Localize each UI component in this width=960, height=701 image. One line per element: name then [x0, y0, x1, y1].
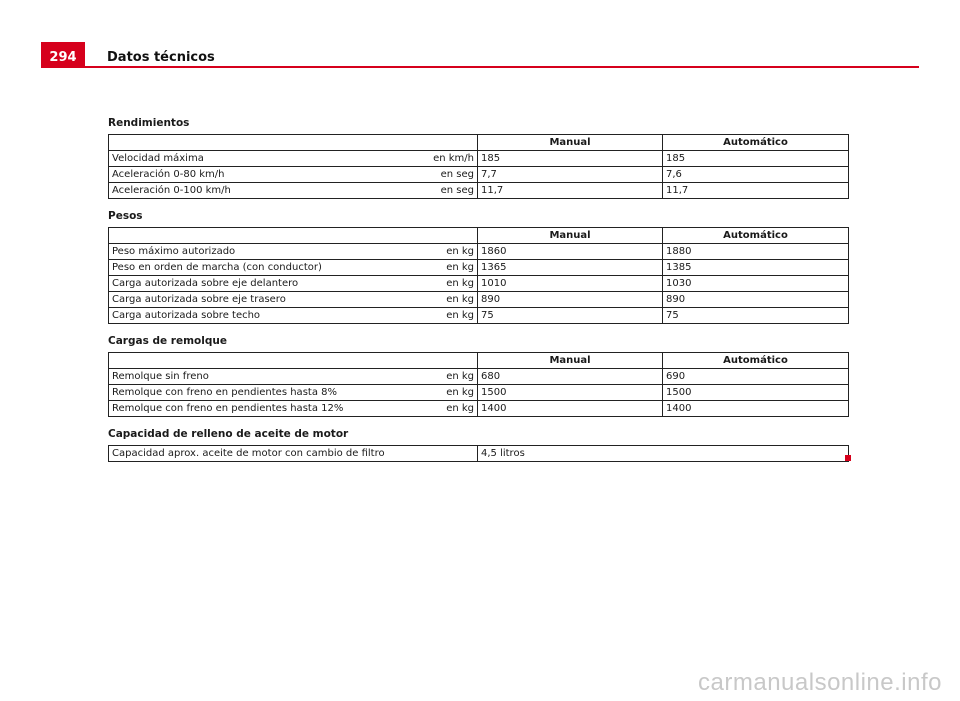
row-unit: en kg — [446, 262, 474, 273]
value-oil-capacity: 4,5 litros — [478, 446, 849, 462]
column-header-auto: Automático — [663, 353, 849, 369]
value-auto: 690 — [663, 369, 849, 385]
value-auto: 7,6 — [663, 167, 849, 183]
value-manual: 1365 — [478, 260, 663, 276]
value-manual: 1400 — [478, 401, 663, 417]
table-remolque — [108, 352, 849, 417]
table-row — [109, 260, 849, 276]
table-row — [109, 401, 849, 417]
row-label-cell — [109, 369, 478, 385]
value-auto: 890 — [663, 292, 849, 308]
table-row — [109, 308, 849, 324]
row-label-cell — [109, 385, 478, 401]
page-number: 294 — [41, 42, 85, 66]
row-label: Aceleración 0-100 km/h — [112, 185, 231, 196]
section-end-marker — [845, 455, 851, 461]
row-label-cell — [109, 260, 478, 276]
value-manual: 1500 — [478, 385, 663, 401]
row-label: Peso en orden de marcha (con conductor) — [112, 262, 322, 273]
section-heading-pesos: Pesos — [108, 210, 143, 222]
spec-content — [108, 114, 848, 462]
row-label: Aceleración 0-80 km/h — [112, 169, 225, 180]
row-unit: en kg — [446, 278, 474, 289]
column-header-manual: Manual — [478, 135, 663, 151]
header-rule — [41, 66, 919, 68]
row-label: Remolque con freno en pendientes hasta 8% — [112, 387, 337, 398]
row-label: Velocidad máxima — [112, 153, 204, 164]
section-heading-rendimientos: Rendimientos — [108, 117, 190, 129]
page-title: Datos técnicos — [107, 50, 215, 65]
row-unit: en km/h — [433, 153, 474, 164]
value-manual: 75 — [478, 308, 663, 324]
section-heading-aceite: Capacidad de relleno de aceite de motor — [108, 428, 349, 440]
row-label: Carga autorizada sobre eje trasero — [112, 294, 286, 305]
value-auto: 185 — [663, 151, 849, 167]
value-auto: 11,7 — [663, 183, 849, 199]
table-pesos — [108, 227, 849, 324]
table-row — [109, 446, 849, 462]
empty-header-cell — [109, 353, 478, 369]
row-unit: en kg — [446, 387, 474, 398]
table-row — [109, 244, 849, 260]
row-label: Capacidad aprox. aceite de motor con cambio de filtro — [109, 446, 478, 462]
empty-header-cell — [109, 135, 478, 151]
row-label-cell — [109, 151, 478, 167]
row-unit: en kg — [446, 403, 474, 414]
row-unit: en seg — [440, 185, 474, 196]
row-label-cell — [109, 244, 478, 260]
table-row — [109, 385, 849, 401]
column-header-manual: Manual — [478, 353, 663, 369]
value-manual: 11,7 — [478, 183, 663, 199]
table-row — [109, 369, 849, 385]
table-row — [109, 276, 849, 292]
watermark: carmanualsonline.info — [698, 669, 942, 696]
row-label-cell — [109, 183, 478, 199]
table-row — [109, 292, 849, 308]
row-label: Remolque con freno en pendientes hasta 12% — [112, 403, 344, 414]
row-unit: en seg — [440, 169, 474, 180]
column-header-auto: Automático — [663, 228, 849, 244]
value-auto: 75 — [663, 308, 849, 324]
value-manual: 890 — [478, 292, 663, 308]
row-label-cell — [109, 167, 478, 183]
row-label: Carga autorizada sobre techo — [112, 310, 261, 321]
table-row — [109, 183, 849, 199]
value-auto: 1400 — [663, 401, 849, 417]
row-unit: en kg — [446, 294, 474, 305]
table-rendimientos — [108, 134, 849, 199]
value-auto: 1500 — [663, 385, 849, 401]
table-row — [109, 151, 849, 167]
value-manual: 7,7 — [478, 167, 663, 183]
empty-header-cell — [109, 228, 478, 244]
value-manual: 1010 — [478, 276, 663, 292]
row-label: Remolque sin freno — [112, 371, 209, 382]
value-auto: 1880 — [663, 244, 849, 260]
value-auto: 1030 — [663, 276, 849, 292]
row-label-cell — [109, 276, 478, 292]
table-header-row — [109, 135, 849, 151]
row-label-cell — [109, 308, 478, 324]
row-label-cell — [109, 292, 478, 308]
row-unit: en kg — [446, 310, 474, 321]
section-heading-remolque: Cargas de remolque — [108, 335, 227, 347]
row-label: Peso máximo autorizado — [112, 246, 236, 257]
row-unit: en kg — [446, 246, 474, 257]
table-header-row — [109, 353, 849, 369]
value-manual: 185 — [478, 151, 663, 167]
table-row — [109, 167, 849, 183]
row-label-cell — [109, 401, 478, 417]
value-manual: 1860 — [478, 244, 663, 260]
page-header — [41, 42, 919, 68]
row-unit: en kg — [446, 371, 474, 382]
value-manual: 680 — [478, 369, 663, 385]
table-aceite — [108, 445, 849, 462]
column-header-auto: Automático — [663, 135, 849, 151]
row-label: Carga autorizada sobre eje delantero — [112, 278, 299, 289]
value-auto: 1385 — [663, 260, 849, 276]
table-header-row — [109, 228, 849, 244]
column-header-manual: Manual — [478, 228, 663, 244]
